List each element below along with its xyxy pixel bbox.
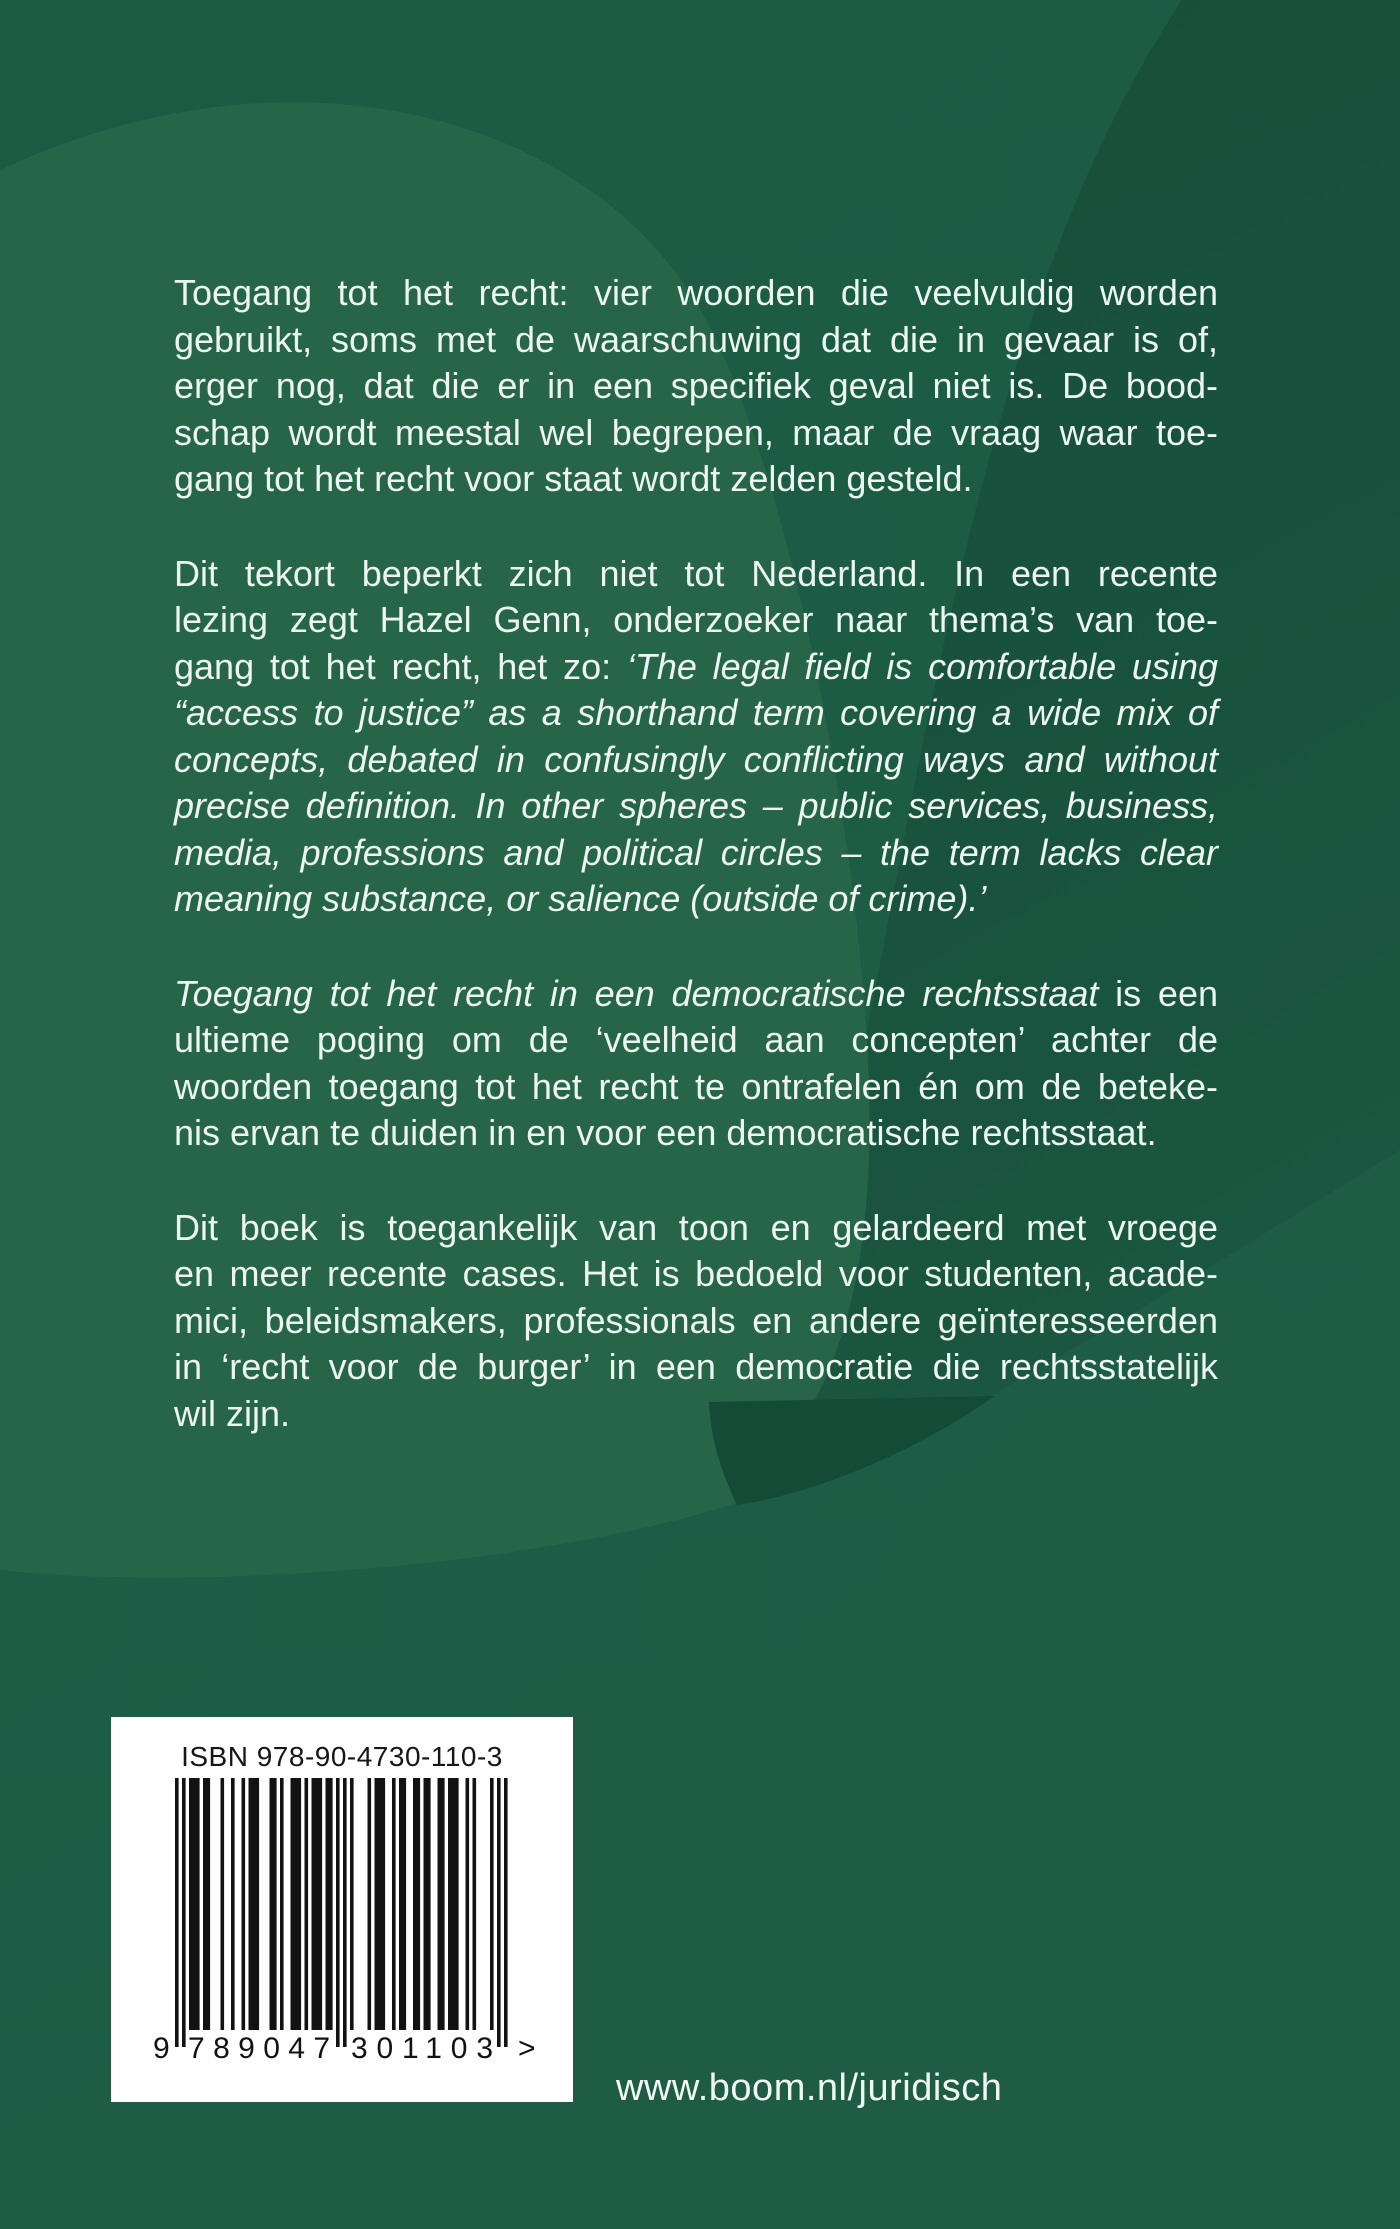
- text-line: [174, 830, 1218, 877]
- barcode-bar: [256, 1778, 260, 2030]
- barcode-bar: [315, 1778, 319, 2030]
- text-segment: gang tot het recht, het zo:: [174, 645, 627, 687]
- barcode-guard-bar: [175, 1778, 179, 2047]
- text-line: [174, 1298, 1218, 1345]
- barcode-bar: [448, 1778, 452, 2030]
- barcode-bar: [207, 1778, 211, 2030]
- barcode-quiet-zone-arrow: >: [518, 2032, 536, 2065]
- italic-text-segment: precise definition. In other spheres – public services, business,: [174, 785, 1218, 826]
- text-line: [174, 690, 1218, 737]
- text-line: [174, 1110, 1218, 1157]
- text-line: [174, 597, 1218, 644]
- text-segment: in ‘recht voor de burger’ in een democratie die rechtsstatelijk: [174, 1346, 1218, 1387]
- body-text: [174, 270, 1218, 1437]
- text-line: [174, 644, 1218, 691]
- text-segment: en meer recente cases. Het is bedoeld voor studenten, acade-: [174, 1253, 1218, 1294]
- body-paragraph: [174, 1205, 1218, 1438]
- barcode-bar: [368, 1778, 372, 2030]
- barcode-bar: [382, 1778, 386, 2030]
- text-segment: lezing zegt Hazel Genn, onderzoeker naar thema’s van toe-: [174, 599, 1218, 640]
- barcode-bar: [329, 1778, 333, 2030]
- text-segment: mici, beleidsmakers, professionals en andere geïnteresseerden: [174, 1299, 1218, 1341]
- barcode-bar: [375, 1778, 379, 2030]
- text-segment: Dit tekort beperkt zich niet tot Nederland. In een recente: [174, 552, 1218, 594]
- isbn-label: ISBN 978-90-4730-110-3: [181, 1741, 503, 1772]
- barcode-bar: [452, 1778, 456, 2030]
- text-line: [174, 971, 1218, 1018]
- barcode-bar: [441, 1778, 445, 2030]
- text-segment: is een: [1098, 972, 1218, 1014]
- text-line: [174, 363, 1218, 410]
- barcode-bar: [378, 1778, 382, 2030]
- body-paragraph: [174, 551, 1218, 923]
- barcode-bar: [249, 1778, 253, 2030]
- barcode-bar: [294, 1778, 298, 2030]
- barcode-right-digits: 301103: [351, 2032, 493, 2065]
- text-line: [174, 317, 1218, 364]
- text-line: [174, 1251, 1218, 1298]
- barcode-bar: [326, 1778, 330, 2030]
- barcode-bar: [270, 1778, 274, 2030]
- barcode-bar: [490, 1778, 494, 2030]
- barcode-guard-bar: [504, 1778, 508, 2047]
- italic-text-segment: ‘The legal field is comfortable using: [626, 645, 1218, 687]
- barcode-left-digits: 789047: [188, 2032, 330, 2065]
- text-line: [174, 270, 1218, 317]
- text-line: [174, 737, 1218, 784]
- barcode-bar: [466, 1778, 470, 2030]
- barcode-guard-bar: [497, 1778, 501, 2047]
- barcode-bar: [392, 1778, 396, 2030]
- barcode-bar: [350, 1778, 354, 2030]
- text-segment: wil zijn.: [174, 1392, 291, 1434]
- text-segment: ultieme poging om de ‘veelheid aan concepten’ achter de: [174, 1019, 1218, 1060]
- text-line: [174, 1344, 1218, 1391]
- body-paragraph: [174, 971, 1218, 1157]
- italic-text-segment: media, professions and political circles – the term lacks clear: [174, 831, 1218, 873]
- italic-text-segment: Toegang tot het recht in een democratische rechtsstaat: [174, 972, 1099, 1014]
- text-line: [174, 1017, 1218, 1064]
- text-line: [174, 410, 1218, 457]
- text-segment: Dit boek is toegankelijk van toon en gelardeerd met vroege: [174, 1206, 1218, 1248]
- barcode-bar: [231, 1778, 235, 2030]
- text-line: [174, 876, 1218, 923]
- barcode-bar: [424, 1778, 428, 2030]
- isbn-panel: [111, 1717, 573, 2102]
- barcode-bar: [319, 1778, 323, 2030]
- barcode-bar: [203, 1778, 207, 2030]
- publisher-website-url: www.boom.nl/juridisch: [616, 2067, 1003, 2109]
- text-segment: Toegang tot het recht: vier woorden die veelvuldig worden: [174, 272, 1218, 313]
- italic-text-segment: “access to justice” as a shorthand term covering a wide mix of: [174, 692, 1218, 733]
- barcode-bar: [413, 1778, 417, 2030]
- barcode-bar: [312, 1778, 316, 2030]
- text-line: [174, 1064, 1218, 1111]
- barcode-bar: [291, 1778, 295, 2030]
- barcode-bar: [273, 1778, 277, 2030]
- barcode-bar: [399, 1778, 403, 2030]
- text-line: [174, 551, 1218, 598]
- italic-text-segment: meaning substance, or salience (outside of crime).’: [174, 878, 987, 919]
- text-segment: gebruikt, soms met de waarschuwing dat die in gevaar is of,: [174, 318, 1218, 360]
- barcode-bar: [298, 1778, 302, 2030]
- barcode-bar: [403, 1778, 407, 2030]
- italic-text-segment: concepts, debated in confusingly conflicting ways and without: [174, 738, 1218, 780]
- body-paragraph: [174, 270, 1218, 503]
- text-line: [174, 1205, 1218, 1252]
- barcode-first-digit: 9: [153, 2032, 170, 2065]
- barcode-bar: [305, 1778, 309, 2030]
- barcode-bar: [473, 1778, 477, 2030]
- text-segment: woorden toegang tot het recht te ontrafelen én om de beteke-: [174, 1065, 1218, 1107]
- text-segment: nis ervan te duiden in en voor een democratische rechtsstaat.: [174, 1112, 1157, 1153]
- barcode-bar: [417, 1778, 421, 2030]
- barcode-bar: [280, 1778, 284, 2030]
- text-segment: gang tot het recht voor staat wordt zelden gesteld.: [174, 458, 973, 499]
- barcode-bar: [221, 1778, 225, 2030]
- barcode-bar: [427, 1778, 431, 2030]
- ean13-barcode: [111, 1717, 573, 2102]
- barcode-bar: [438, 1778, 442, 2030]
- barcode-bar: [242, 1778, 246, 2030]
- text-line: [174, 1391, 1218, 1438]
- text-line: [174, 783, 1218, 830]
- text-line: [174, 456, 1218, 503]
- barcode-bar: [455, 1778, 459, 2030]
- barcode-bar: [189, 1778, 193, 2030]
- barcode-bar: [196, 1778, 200, 2030]
- barcode-guard-bar: [336, 1778, 340, 2047]
- barcode-bar: [193, 1778, 197, 2030]
- barcode-bar: [252, 1778, 256, 2030]
- text-segment: schap wordt meestal wel begrepen, maar de vraag waar toe-: [174, 411, 1218, 453]
- barcode-guard-bar: [343, 1778, 347, 2047]
- barcode-guard-bar: [182, 1778, 186, 2047]
- ean13-bars: [175, 1778, 508, 2047]
- text-segment: erger nog, dat die er in een specifiek geval niet is. De bood-: [174, 365, 1218, 406]
